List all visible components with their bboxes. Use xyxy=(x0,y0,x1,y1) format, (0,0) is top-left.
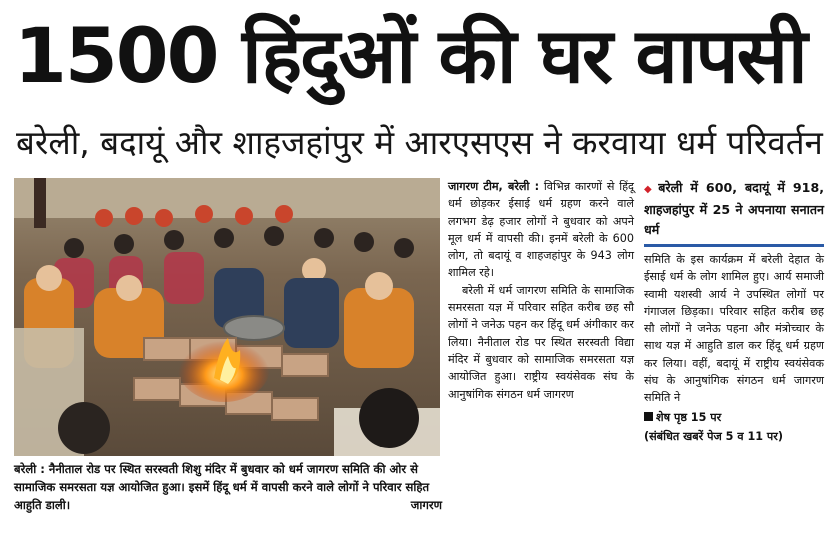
news-photo xyxy=(14,178,440,456)
article-paragraph-1 xyxy=(448,178,634,282)
article-paragraph-3: समिति के इस कार्यक्रम में बरेली देहात के ईसाई धर्म के लोग शामिल हुए। आर्य समाजी स्वामी यशस्वी आर्य ने उपस्थित लोगों पर गंगाजल छिड़का। परिवार सहित करीब छह सौ लोगों ने जनेऊ पहना और मंत्रोच्चार के साथ यज्ञ में आहुति डाल कर हिंदू धर्म ग्रहण कर लिया। वहीं, बदायूं में राष्ट्रीय स्वयंसेवक संघ के आनुषांगिक संगठन धर्म जागरण समिति ने xyxy=(644,253,824,405)
dateline: जागरण टीम, बरेली : xyxy=(448,180,540,193)
article-column-1 xyxy=(448,178,634,403)
paragraph-1-text: विभिन्न कारणों से हिंदू धर्म छोड़कर ईसाई धर्म ग्रहण करने वाले लगभग डेढ़ हजार लोगों ने बुधवार को अपने मूल धर्म में वापसी की। इनमें बरेली के 600 लोग, तो बदायूं व शाहजहांपुर के 943 लोग शामिल रहे। xyxy=(448,180,634,280)
article-paragraph-2: बरेली में धर्म जागरण समिति के सामाजिक समरसता यज्ञ में परिवार सहित करीब छह सौ लोगों ने जनेऊ पहन कर हिंदू धर्म अंगीकार कर लिया। नैनीताल रोड पर स्थित सरस्वती विद्या मंदिर में बुधवार को सामाजिक समरसता यज्ञ आयोजित हुआ। राष्ट्रीय स्वयंसेवक संघ के आनुषांगिक संगठन धर्म जागरण xyxy=(448,283,634,401)
caption-text: बरेली : नैनीताल रोड पर स्थित सरस्वती शिशु मंदिर में बुधवार को धर्म जागरण समिति की ओर से सामाजिक समरसता यज्ञ आयोजित हुआ। इसमें हिंदू धर्म में वापसी करने वाले लोगों ने परिवार सहित आहुति डाली। xyxy=(14,462,430,512)
photo-caption xyxy=(14,460,442,514)
highlight-text: बरेली में 600, बदायूं में 918, शाहजहांपुर में 25 ने अपनाया सनातन धर्म xyxy=(644,180,824,237)
diamond-bullet-icon: ◆ xyxy=(644,184,656,195)
headline: 1500 हिंदुओं की घर वापसी xyxy=(14,11,806,100)
highlight-box xyxy=(644,178,824,247)
continued-text: शेष पृष्ठ 15 पर xyxy=(656,410,722,424)
continued-on-page[interactable] xyxy=(644,409,824,426)
photo-credit: जागरण xyxy=(410,498,442,512)
ceremony-photo-illustration xyxy=(14,178,440,456)
related-news-ref: (संबंधित खबरें पेज 5 व 11 पर) xyxy=(644,429,783,443)
article-column-2 xyxy=(644,178,824,445)
subheadline: बरेली, बदायूं और शाहजहांपुर में आरएसएस ने करवाया धर्म परिवर्तन xyxy=(16,123,823,162)
square-bullet-icon xyxy=(644,412,653,421)
